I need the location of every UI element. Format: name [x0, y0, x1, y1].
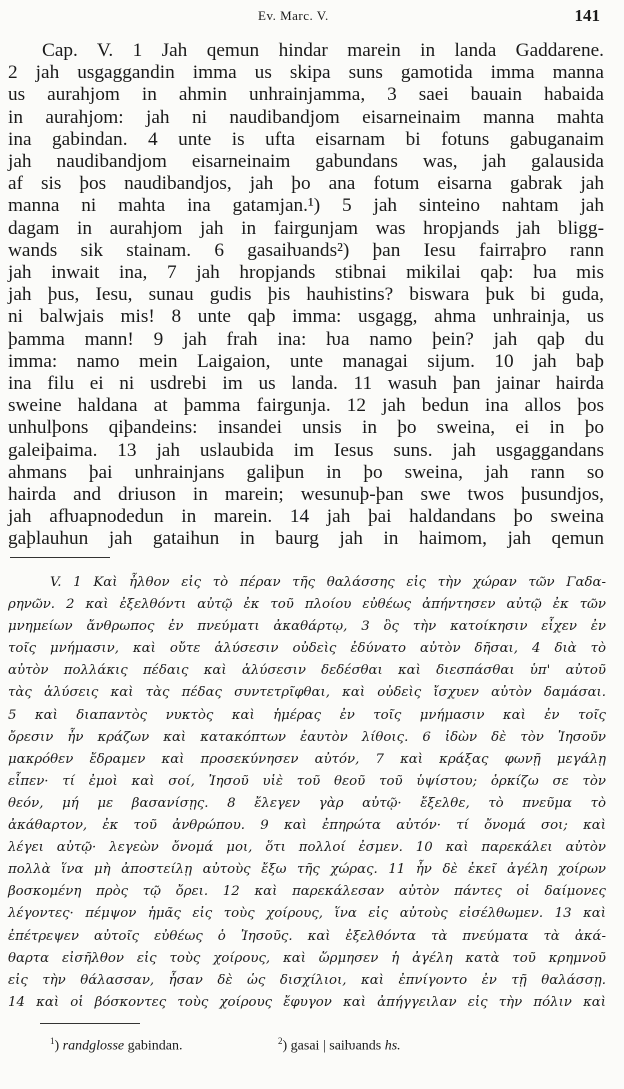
footnote-2-text: gasai | saiƕands — [290, 1038, 382, 1054]
gothic-line: us aurahjom in ahmin unhrainjamma, 3 saei bauain habaida — [8, 84, 604, 106]
footnote-1-text: gabindan. — [127, 1038, 183, 1054]
greek-line: λέγει αὐτῷ· λεγεὼν ὄνομά μοι, ὅτι πολλοί ἐσμεν. 10 καὶ παρεκάλει αὐτὸν — [8, 840, 606, 856]
greek-line: λέγοντες· πέμψον ἡμᾶς εἰς τοὺς χοίρους, ἵνα εἰς αὐτοὺς εἰσέλθωμεν. 13 καὶ — [8, 906, 606, 922]
greek-line: εἶπεν· τί ἐμοὶ καὶ σοί, Ἰησοῦ υἱὲ τοῦ θεοῦ τοῦ ὑψίστου; ὁρκίζω σε τὸν — [8, 773, 606, 789]
greek-line: μακρόθεν ἔδραμεν καὶ προσεκύνησεν αὐτόν, 7 καὶ κράξας φωνῇ μεγάλῃ — [8, 751, 606, 767]
footnote-divider-rule — [40, 1023, 140, 1024]
gothic-line: af sis þos naudibandjos, jah þo ana fotum eisarna gabrak jah — [8, 173, 604, 195]
greek-line: τὰς ἁλύσεις καὶ τὰς πέδας συντετρῖφθαι, καὶ οὐδεὶς ἴσχυεν αὐτὸν δαμάσαι. — [8, 685, 606, 701]
footnote-1: $^1$) randglosse gabindan. — [50, 1036, 183, 1054]
gothic-line: unhulþons qiþandeins: insandei unsis in þo sweina, ei in þo — [8, 417, 604, 439]
gothic-line: jah naudibandjom eisarneinaim gabundans was, jah galausida — [8, 151, 604, 173]
greek-line: βοσκομένη πρὸς τῷ ὄρει. 12 καὶ παρεκάλεσαν αὐτὸν πάντες οἱ δαίμονες — [8, 884, 606, 900]
gothic-line: dagam in aurahjom jah in fairgunjam was hropjands jah bligg- — [8, 217, 604, 239]
page-number: 141 — [574, 6, 600, 25]
footnote-1-marker: 1 — [50, 1036, 55, 1046]
greek-line: θαρτα εἰσῆλθον εἰς τοὺς χοίρους, καὶ ὥρμησεν ἡ ἀγέλη κατὰ τοῦ κρημνοῦ — [8, 950, 606, 966]
greek-line: θεόν, μή με βασανίσῃς. 8 ἔλεγεν γὰρ αὐτῷ· ἔξελθε, τὸ πνεῦμα τὸ — [8, 795, 606, 811]
greek-parallel-text — [8, 572, 606, 1014]
footnote-1-label: randglosse — [62, 1038, 125, 1054]
footnote-2: $^2$) gasai | saiƕands hs. — [278, 1036, 401, 1054]
footnote-2-marker: 2 — [278, 1036, 283, 1046]
greek-line: 5 καὶ διαπαντὸς νυκτὸς καὶ ἡμέρας ἐν τοῖς μνήμασιν καὶ ἐν τοῖς — [8, 707, 606, 723]
gothic-line: ina gabindan. 4 unte is uftа eisarnam bi fotuns gabuganaim — [8, 128, 604, 150]
gothic-line: galeiþaima. 13 jah uslaubida im Iesus suns. jah usgaggandans — [8, 439, 604, 461]
gothic-line: in aurahjom: jah ni naudibandjom eisarneinaim manna mahta — [8, 106, 604, 128]
greek-line: ὄρεσιν ἦν κράζων καὶ κατακόπτων ἑαυτὸν λίθοις. 6 ἰδὼν δὲ τὸν Ἰησοῦν — [8, 729, 606, 745]
gothic-line: jah afƕapnodedun in marein. 14 jah þai haldandans þo sweina — [8, 506, 604, 528]
gothic-line: ina filu ei ni usdrebi im us landa. 11 wasuh þan jainar hairda — [8, 373, 604, 395]
page-header — [0, 8, 624, 28]
gothic-line: gaþlauhun jah gataihun in baurg jah in haimom, jah qemun — [8, 528, 604, 550]
gothic-line: 2 jah usgaggandin imma us skipa suns gamotida imma manna — [8, 62, 604, 84]
gothic-line: wands sik stainam. 6 gasaiƕands²) þan Iesu fairraþro rann — [8, 239, 604, 261]
greek-line: εἰς τὴν θάλασσαν, ἦσαν δὲ ὡς δισχίλιοι, καὶ ἐπνίγοντο ἐν τῇ θαλάσσῃ. — [8, 972, 606, 988]
greek-line: ρηνῶν. 2 καὶ ἐξελθόντι αὐτῷ ἐκ τοῦ πλοίου εὐθέως ἀπήντησεν αὐτῷ ἐκ τῶν — [8, 597, 606, 613]
gothic-line: Cap. V. 1 Jah qemun hindar marein in landa Gaddarene. — [42, 40, 604, 61]
gothic-line: ahmans þai unhrainjans galiþun in þo sweina, jah rann so — [8, 461, 604, 483]
gothic-line: hairda and driuson in marein; wesunuþ-þan swe twos þusundjos, — [8, 484, 604, 506]
gothic-line: ni balwjais mis! 8 unte qaþ imma: usgagg, ahma unhrainja, us — [8, 306, 604, 328]
greek-line: πολλὰ ἵνα μὴ ἀποστείλῃ αὐτοὺς ἔξω τῆς χώρας. 11 ἦν δὲ ἐκεῖ ἀγέλη χοίρων — [8, 862, 606, 878]
gothic-text-block — [8, 40, 604, 551]
gothic-line: jah inwait ina, 7 jah hropjands stibnai mikilai qaþ: ƕa mis — [8, 262, 604, 284]
running-head: Ev. Marc. V. — [258, 8, 329, 23]
gothic-line: þamma mann! 9 jah frah ina: ƕa namo þein? jah qaþ du — [8, 328, 604, 350]
section-divider-rule — [10, 557, 110, 558]
gothic-line: sweine haldana at þamma fairgunja. 12 jah bedun ina allos þos — [8, 395, 604, 417]
greek-line: ἐπέτρεψεν αὐτοῖς εὐθέως ὁ Ἰησοῦς. καὶ ἐξελθόντα τὰ πνεύματα τὰ ἀκά- — [8, 928, 606, 944]
greek-line: V. 1 Καὶ ἦλθον εἰς τὸ πέραν τῆς θαλάσσης εἰς τὴν χώραν τῶν Γαδα- — [50, 575, 606, 590]
greek-line: μνημείων ἄνθρωπος ἐν πνεύματι ἀκαθάρτῳ, 3 ὃς τὴν κατοίκησιν εἶχεν ἐν — [8, 619, 606, 635]
footnote-2-source: hs. — [384, 1038, 401, 1054]
gothic-line: manna ni mahta ina gatamjan.¹) 5 jah sinteino nahtam jah — [8, 195, 604, 217]
gothic-line: imma: namo mein Laigaion, unte managai sijum. 10 jah baþ — [8, 350, 604, 372]
greek-line: τοῖς μνήμασιν, καὶ οὔτε ἁλύσεσιν οὐδεὶς ἐδύνατο αὐτὸν δῆσαι, 4 διὰ τὸ — [8, 641, 606, 657]
greek-line: αὐτὸν πολλάκις πέδαις καὶ ἁλύσεσιν δεδέσθαι καὶ διεσπάσθαι ὑπ' αὐτοῦ — [8, 663, 606, 679]
greek-line: ἀκάθαρτον, ἐκ τοῦ ἀνθρώπου. 9 καὶ ἐπηρώτα αὐτόν· τί ὄνομά σοι; καὶ — [8, 818, 606, 834]
gothic-line: jah þus, Iesu, sunau gudis þis hauhistins? biswara þuk bi guda, — [8, 284, 604, 306]
greek-line: 14 καὶ οἱ βόσκοντες τοὺς χοίρους ἔφυγον καὶ ἀπήγγειλαν εἰς τὴν πόλιν καὶ — [8, 994, 606, 1010]
